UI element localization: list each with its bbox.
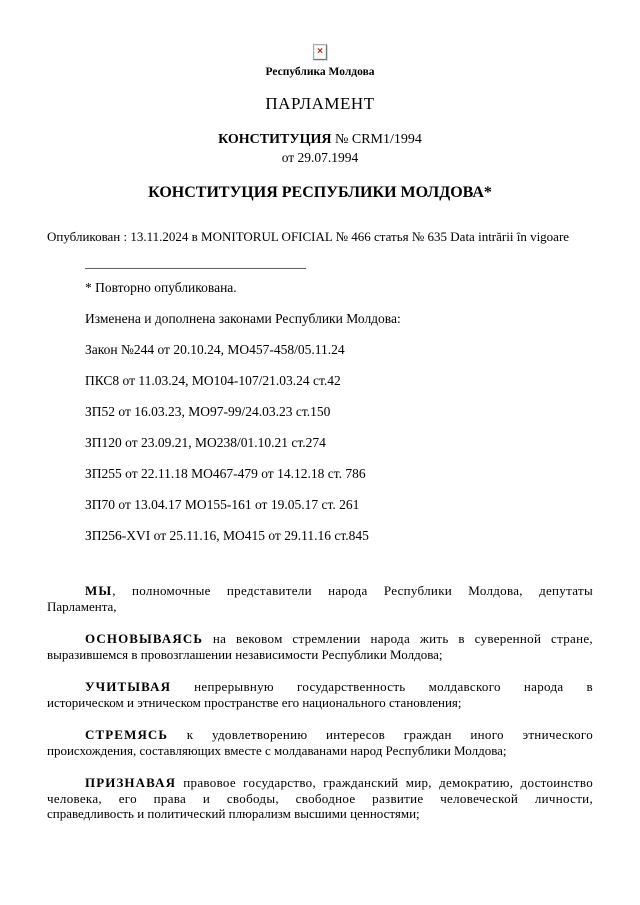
lead-word: УЧИТЫВАЯ [85,679,172,694]
preamble-paragraph [47,631,593,662]
publication-line: Опубликован : 13.11.2024 в MONITORUL OFICIAL № 466 статья № 635 Data intrării în vigoare [47,229,570,244]
preamble-paragraph [47,583,593,614]
paragraph-line [47,583,593,599]
lead-word: ОСНОВЫВАЯСЬ [85,631,204,646]
paragraph-line [47,775,593,791]
amendment-line: ПКС8 от 11.03.24, МО104-107/21.03.24 ст.42 [85,373,341,388]
republished-note: * Повторно опубликована. [85,280,237,295]
preamble [47,583,593,822]
paragraph-text: к удовлетворению интересов граждан иного этнического [168,727,593,742]
paragraph-line: справедливость и политический плюрализм высшими ценностями; [47,806,420,821]
broken-image-x-glyph: × [317,46,323,57]
paragraph-line [47,631,593,647]
document-date: от 29.07.1994 [281,150,359,165]
paragraph-line: историческом и этническом пространстве его национального становления; [47,694,462,710]
paragraph-text: , полномочные представители народа Республики Молдова, депутаты [112,583,593,598]
paragraph-line: человека, его права и свободы, свободное развитие человеческой личности, [47,790,593,806]
lead-word: МЫ [85,583,113,598]
document-kind: КОНСТИТУЦИЯ [218,132,332,147]
preamble-paragraph [47,775,593,822]
broken-image-icon [313,44,327,60]
amendment-line: ЗП256-XVI от 25.11.16, МО415 от 29.11.16 ст.845 [85,528,369,543]
republic-heading: Республика Молдова [265,66,375,78]
paragraph-text: на вековом стремлении народа жить в суверенной стране, [203,631,593,646]
paragraph-text: правовое государство, гражданский мир, демократию, достоинство [176,775,593,790]
document-number-line [47,132,593,148]
paragraph-line: происхождения, составляющих вместе с молдаванами народ Республики Молдова; [47,742,507,758]
amendment-line: ЗП52 от 16.03.23, МО97-99/24.03.23 ст.150 [85,404,331,419]
notes-and-amendments [47,280,593,543]
paragraph-line: Парламента, [47,598,117,614]
amendment-line: ЗП70 от 13.04.17 МО155-161 от 19.05.17 ст. 261 [85,497,360,512]
divider-line: __________________________________ [85,255,306,270]
paragraph-line [47,727,593,743]
preamble-paragraph [47,727,593,758]
paragraph-line [47,679,593,695]
document-number: № CRM1/1994 [331,132,422,147]
paragraph-text: непрерывную государственность молдавского народа в [171,679,593,694]
parliament-heading: ПАРЛАМЕНТ [265,94,375,113]
document-title: КОНСТИТУЦИЯ РЕСПУБЛИКИ МОЛДОВА* [148,184,492,201]
amendment-line: Закон №244 от 20.10.24, МО457-458/05.11.24 [85,342,345,357]
paragraph-line: выразившемся в провозглашении независимости Республики Молдова; [47,646,443,662]
lead-word: СТРЕМЯСЬ [85,727,169,742]
amended-note: Изменена и дополнена законами Республики Молдова: [85,311,401,326]
lead-word: ПРИЗНАВАЯ [85,775,177,790]
amendment-line: ЗП120 от 23.09.21, МО238/01.10.21 ст.274 [85,435,326,450]
preamble-paragraph [47,679,593,710]
amendment-line: ЗП255 от 22.11.18 МО467-479 от 14.12.18 ст. 786 [85,466,366,481]
